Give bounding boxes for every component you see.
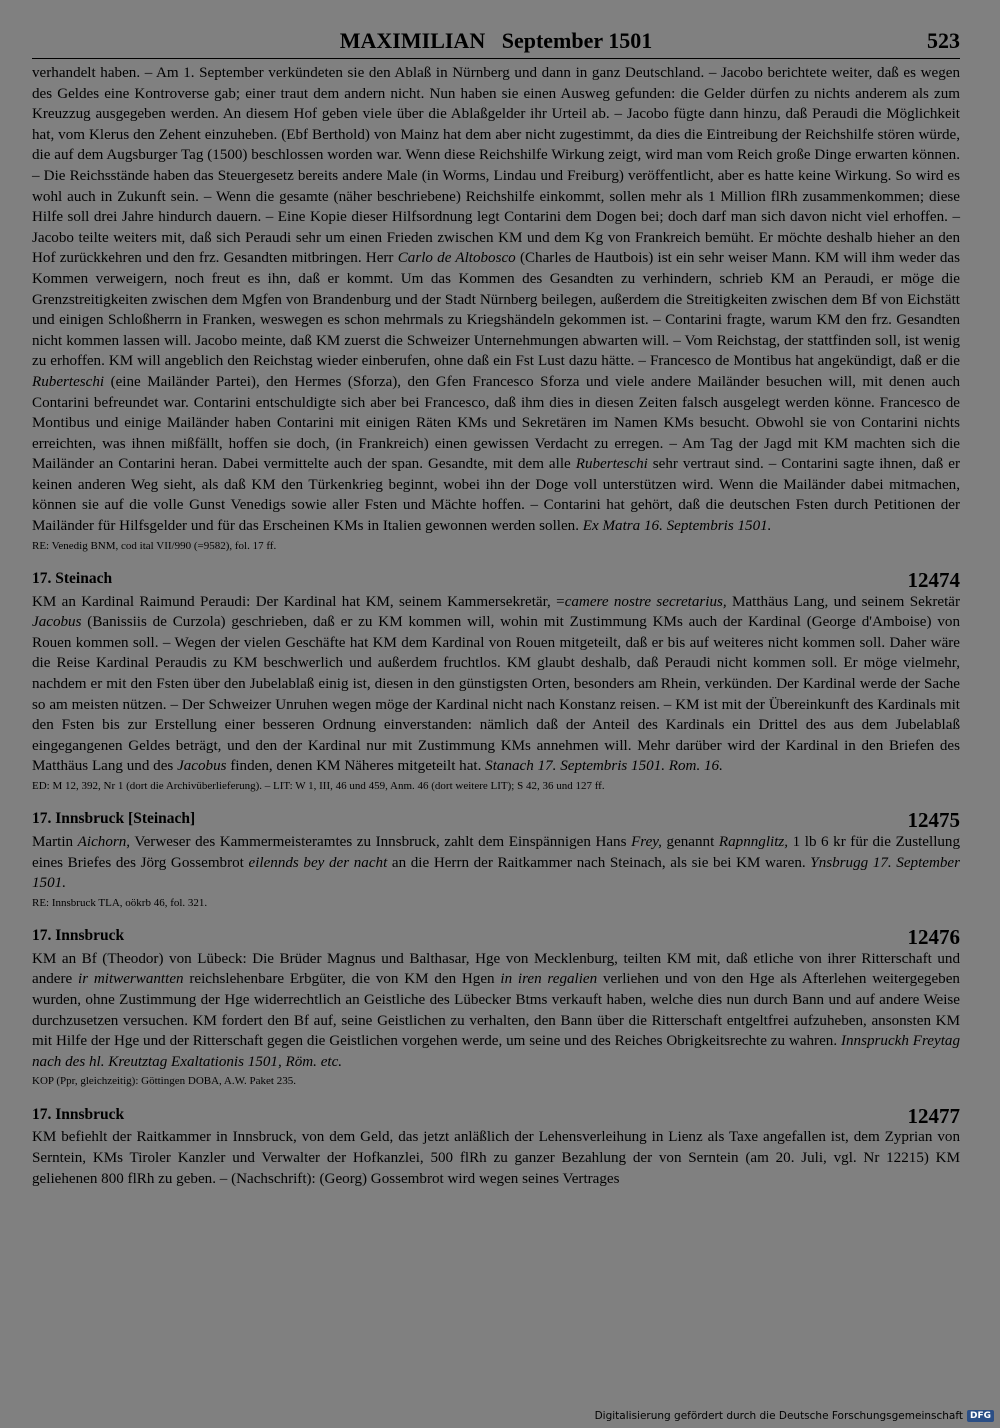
- entry-12475: [32, 808, 960, 911]
- entry-number: 12474: [907, 568, 960, 593]
- footer-credit: [595, 1410, 994, 1422]
- entry-12477: [32, 1103, 960, 1189]
- entry-place: 17. Innsbruck [Steinach]: [32, 810, 196, 828]
- entry-text: Martin Aichorn, Verweser des Kammermeisteramtes zu Innsbruck, zahlt dem Einspännigen Hans Frey, genannt Rapnnglitz, 1 lb 6 kr für die Zustellung eines Briefes des Jörg Gossembrot eilennds bey der nacht an die Herrn der Raitkammer nach Steinach, als sie bei KM waren. Ynsbrugg 17. September 1501.: [32, 834, 961, 892]
- page: [32, 28, 960, 1189]
- dfg-logo: DFG: [967, 1410, 994, 1422]
- page-number: 523: [927, 28, 960, 53]
- entry-number: 12475: [907, 808, 960, 833]
- entry-12474: [32, 568, 960, 794]
- entry-place: 17. Innsbruck: [32, 1105, 125, 1123]
- intro-paragraph: verhandelt haben. – Am 1. September verkündeten sie den Ablaß in Nürnberg und dann in ganz Deutschland. – Jacobo berichtete weiter, daß es wegen des Geldes eine Kontroverse gab; einer traut dem andern nicht. Nun haben sie einen Ausweg gefunden: die Gelder dürfen zu nichts anderem als zum Kreuzzug ausgegeben werden. An diesem Hof geben viele über die Ablaßgelder ihr Urteil ab. – Jacobo fügte dann hinzu, daß Peraudi die Möglichkeit hat, vom Klerus den Zehent einzuheben. (Ebf Berthold) von Mainz hat dem aber nicht zugestimmt, da dies die Eintreibung der Reichshilfe stören würde, die auf dem Augsburger Tag (1500) beschlossen worden war. Wenn diese Reichshilfe Wirkung zeigt, wird man vom Reich große Dinge erwarten können. – Die Reichsstände haben das Steuergesetz bereits andere Male (in Worms, Lindau und Freiburg) veröffentlicht, aber es hatte keine Wirkung. So wird es wohl auch in Zukunft sein. – Wenn die gesamte (näher beschriebene) Reichshilfe einkommt, sollen mehr als 1 Million flRh zusammenkommen; diese Hilfe soll drei Jahre hindurch dauern. – Eine Kopie dieser Hilfsordnung legt Contarini dem Dogen bei; doch darf man sich davon nicht viel erhoffen. – Jacobo teilte weiters mit, daß sich Peraudi sehr um einen Frieden zwischen KM und dem Kg von Frankreich bemüht. Er möchte deshalb hieher an den Hof zurückkehren und den frz. Gesandten mitbringen. Herr Carlo de Altobosco (Charles de Hautbois) ist ein sehr weiser Mann. KM will ihm weder das Kommen verweigern, noch freut es ihn, daß er kommt. Um das Kommen des Gesandten zu verhindern, schrieb KM an Peraudi, er möge die Grenzstreitigkeiten zwischen dem Mgfen von Brandenburg und der Stadt Nürnberg beilegen, außerdem die Streitigkeiten zwischen dem Bf von Eichstätt und einigen Schloßherrn in Franken, weswegen es schon mehrmals zu Kriegshändeln gekommen ist. – Contarini fragte, warum KM den frz. Gesandten nicht kommen lassen will. Jacobo meinte, daß KM zuerst die Schweizer Unternehmungen abwarten will. – Vom Reichstag, der stattfinden soll, ist wenig zu erhoffen. KM will angeblich den Reichstag wieder einberufen, ohne daß ein Fst Lust dazu hätte. – Francesco de Montibus hat angekündigt, daß er die Ruberteschi (eine Mailänder Partei), den Hermes (Sforza), den Gfen Francesco Sforza und viele andere Mailänder besuchen will, mit denen auch Contarini befreundet war. Contarini entschuldigte sich aber bei Francesco, daß ihm dies in diesen Zeiten falsch ausgelegt werden könne. Francesco de Montibus und einige Mailänder haben Contarini mit einigen Räten KMs und Sekretären im Namen KMs besucht. Obwohl sie von Contarini nichts erreichten, was ihnen mißfällt, hoffen sie doch, (in Frankreich) einen gewissen Verdacht zu erregen. – Am Tag der Jagd mit KM machten sich die Mailänder an Contarini heran. Dabei vermittelte auch der span. Gesandte, mit dem alle Ruberteschi sehr vertraut sind. – Contarini sagte ihnen, daß er keinen anderen Weg sieht, als daß KM den Türkenkrieg beginnt, wobei ihn der Doge voll unterstützen wird. Wenn die Mailänder dabei mitmachen, können sie auf die volle Gunst Venedigs sowie aller Fsten und Mächte hoffen. – Contarini hat gehört, daß die deutschen Fsten durch Petitionen der Mailänder für Hilfsgelder und für das Erscheinen KMs in Italien gewonnen werden sollen. Ex Matra 16. Septembris 1501.: [32, 65, 961, 535]
- entry-place: 17. Innsbruck: [32, 927, 125, 945]
- intro-source: RE: Venedig BNM, cod ital VII/990 (=9582), fol. 17 ff.: [32, 539, 277, 552]
- entry-source: ED: M 12, 392, Nr 1 (dort die Archivüberlieferung). – LIT: W 1, III, 46 und 459, Anm. 46 (dort weitere LIT); S 42, 36 und 127 ff.: [32, 780, 605, 792]
- running-header: [32, 28, 960, 59]
- entry-number: 12477: [907, 1103, 960, 1128]
- entry-source: KOP (Ppr, gleichzeitig): Göttingen DOBA, A.W. Paket 235.: [32, 1075, 296, 1088]
- running-title: MAXIMILIAN September 1501: [339, 28, 653, 53]
- entry-12476: [32, 925, 960, 1090]
- entry-number: 12476: [907, 925, 960, 950]
- entry-place: 17. Steinach: [32, 570, 113, 588]
- entry-source: RE: Innsbruck TLA, oökrb 46, fol. 321.: [32, 896, 208, 909]
- footer-text: Digitalisierung gefördert durch die Deutsche Forschungsgemeinschaft: [594, 1410, 963, 1422]
- entry-text: KM an Kardinal Raimund Peraudi: Der Kardinal hat KM, seinem Kammersekretär, =camere nostre secretarius, Matthäus Lang, und seinem Sekretär Jacobus (Banissiis de Curzola) geschrieben, daß er zu KM kommen will, wohin mit Zustimmung KMs auch der Kardinal (George d'Amboise) von Rouen kommen soll. – Wegen der vielen Geschäfte hat KM dem Kardinal von Rouen mitgeteilt, daß er bis auf weiteres nicht kommen soll. Daher wäre die Reise Kardinal Peraudis zu KM beschwerlich und außerdem fruchtlos. KM glaubt deshalb, daß Peraudi nicht kommen soll. Er möge vielmehr, nachdem er mit den Fsten über den Jubelablaß einig ist, diesen in den günstigsten Orten, besonders am Rhein, verkünden. Der Kardinal werde der Sache so am meisten nützen. – Der Schweizer Unruhen wegen möge der Kardinal nicht nach Konstanz reisen. – KM ist mit der Übereinkunft des Kardinals mit den Fsten bis zur Erstellung einer besseren Ordnung einverstanden: nämlich daß der Anteil des Kardinals ein Drittel des aus dem Jubelablaß eingegangenen Geldes beträgt, und den der Kardinal nur mit Zustimmung KMs annehmen will. Mehr darüber wird der Kardinal in den Briefen des Matthäus Lang und des Jacobus finden, denen KM Näheres mitgeteilt hat. Stanach 17. Septembris 1501. Rom. 16.: [32, 593, 961, 775]
- entry-text: KM befiehlt der Raitkammer in Innsbruck, von dem Geld, das jetzt anläßlich der Lehensverleihung in Lienz als Taxe angefallen ist, dem Zyprian von Serntein, KMs Tiroler Kanzler und Verwalter der Hofkanzlei, 500 flRh zu ganzer Bezahlung der von Serntein (am 20. Juli, vgl. Nr 12215) KM geliehenen 800 flRh zu geben. – (Nachschrift): (Georg) Gossembrot wird wegen seines Vertrages: [32, 1129, 960, 1187]
- entry-text: KM an Bf (Theodor) von Lübeck: Die Brüder Magnus und Balthasar, Hge von Mecklenburg, teilten KM mit, daß etliche von ihrer Ritterschaft und andere ir mitwerwantten reichslehenbare Erbgüter, die von KM den Hgen in iren regalien verliehen und von den Hge als Afterlehen weitergegeben wurden, ohne Zustimmung der Hge widerrechtlich an Geistliche des Lübecker Btms verkauft haben, welche dies nun durch Bann und auf andere Weise durchzusetzen versuchen. KM fordert den Bf auf, seine Geistlichen zu verhalten, den Bann über die Ritterschaft entgeltfrei aufzuheben, ansonsten KM mit Hilfe der Hge und der Ritterschaft gegen die Geistlichen vorgehen werde, um seine und des Reiches Obrigkeitsrechte zu wahren. Innspruckh Freytag nach des hl. Kreutztag Exaltationis 1501, Röm. etc.: [32, 950, 960, 1070]
- document-body: [32, 63, 960, 1189]
